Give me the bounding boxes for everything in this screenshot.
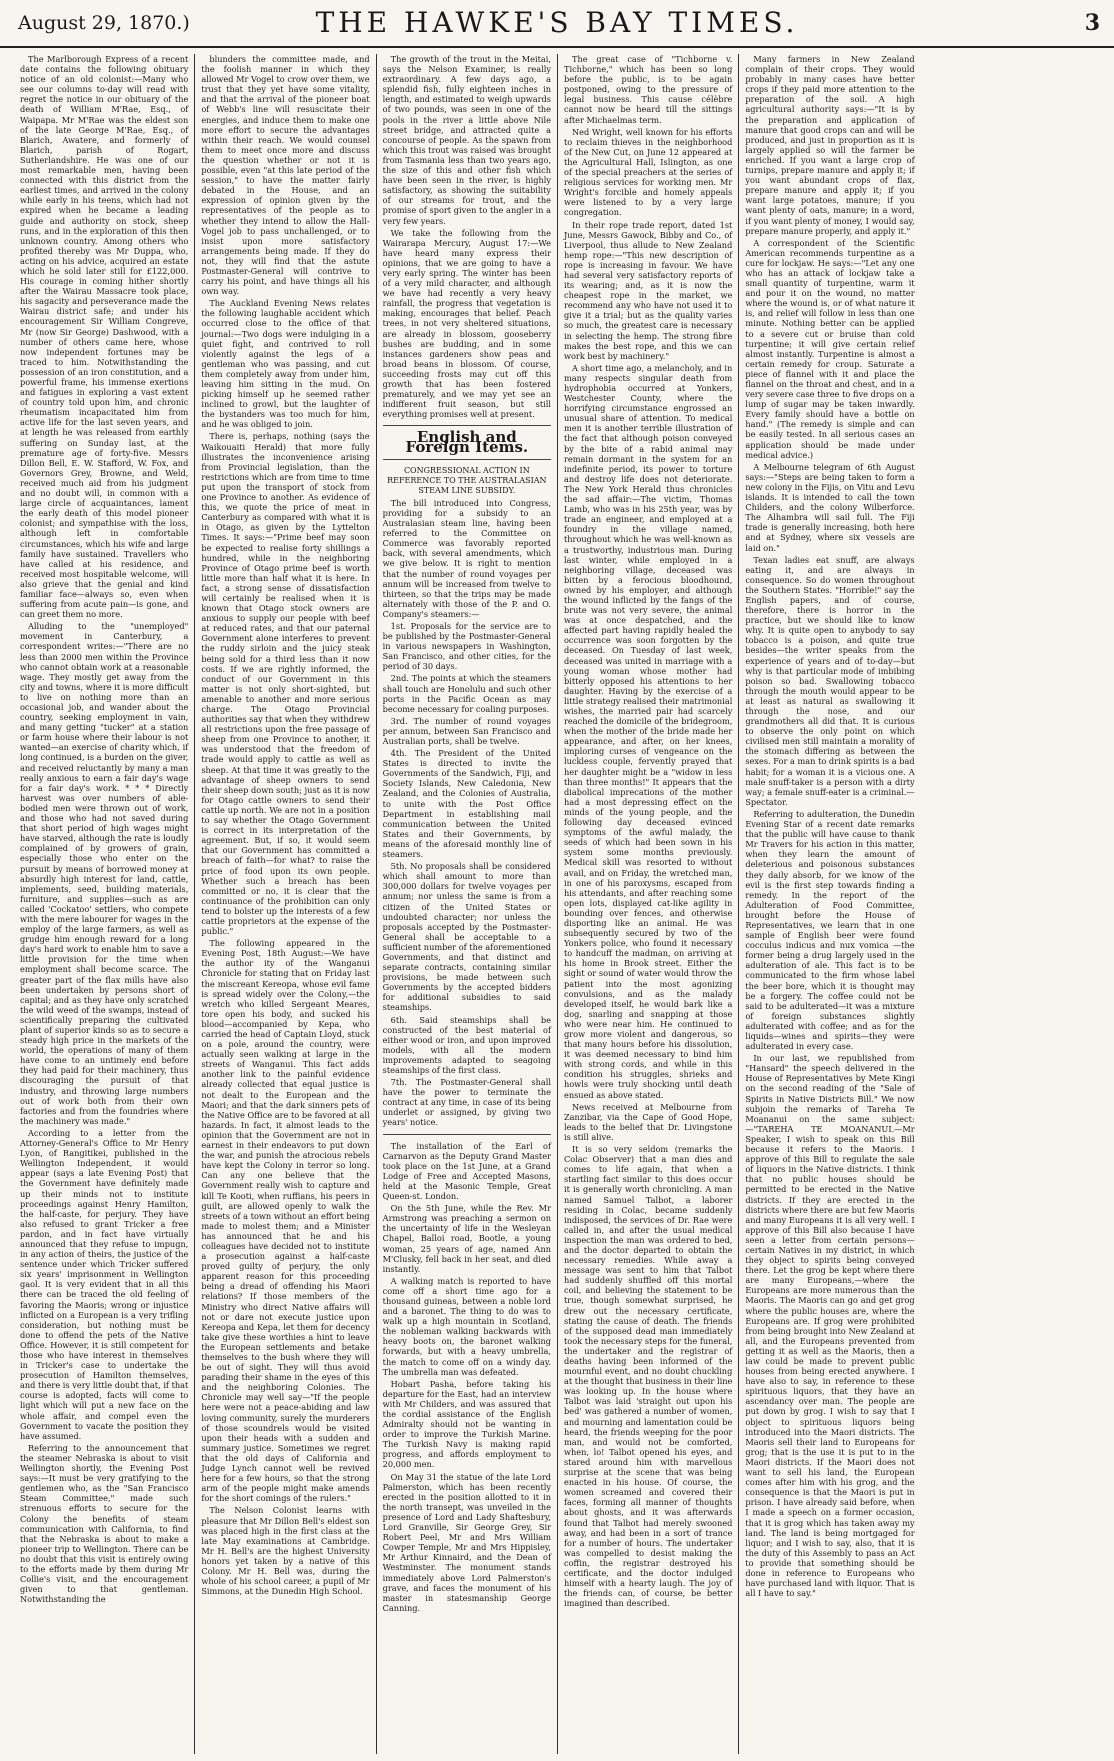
article-paragraph: Referring to the announcement that the steamer Nebraska is about to visit Wellington shortly, the Evening Post says:—It must be very gratifying to the gentlemen who, as the "San Francisco Steam Committee," made such strenuous efforts to secure for the Colony the benefits of steam communication with California, to find that the Nebraska is about to make a pioneer trip to Wellington. There can be no doubt that this visit is entirely owing to the efforts made by them during Mr Collie's visit, and the encouragement given to that gentleman. Notwithstanding the bbox=[20, 1442, 189, 1605]
column-5 bbox=[739, 54, 920, 1754]
article-paragraph: blunders the committee made, and the foolish manner in which they allowed Mr Vogel to crow over them, we trust that they yet have some vitality, and that the arrival of the pioneer boat of Webb's line will resuscitate their energies, and induce them to make one more effort to secure the advantages within their reach. We would counsel them to meet once more and discuss the question whether or not it is possible, even "at this late period of the session," to have the matter fairly debated in the House, and an expression of opinion given by the representatives of the people as to whether they intend to allow the Hall-Vogel job to pass unchallenged, or to insist upon more satisfactory arrangements being made. If they do not, they will find that the astute Postmaster-General will contrive to carry his point, and have things all his own way. bbox=[201, 54, 370, 297]
column-2 bbox=[195, 54, 376, 1754]
article-paragraph: 1st. Proposals for the service are to be published by the Postmaster-General in various newspapers in Washington, San Francisco, and other cities, for the period of 30 days. bbox=[382, 620, 551, 672]
article-paragraph: The Nelson Colonist learns with pleasure that Mr Dillon Bell's eldest son was placed high in the first class at the late May examinations at Cambridge. Mr H. Bell's are the highest University honors yet taken by a native of this Colony. Mr H. Bell was, during the whole of his school career, a pupil of Mr Simmons, at the Dunedin High School. bbox=[201, 1505, 370, 1597]
article-paragraph: Referring to adulteration, the Dunedin Evening Star of a recent date remarks that the public will have cause to thank Mr Travers for his action in this matter, when they learn the amount of deleterious and poisonous substances they daily absorb, for we know of the evil is the first step towards finding a remedy. In the report of the Adulteration of Food Committee, brought before the House of Representatives, we learn that in one sample of English beer were found cocculus indicus and nux vomica —the former being a drug largely used in the adulteration of ale. This fact is to be communicated to the firm whose label the beer bore, which it is thought may be a forgery. The coffee could not be said to be adulterated—it was a mixture of foreign substances slightly adulterated with coffee; and as for the liquids—wines and spirits—they were adulterated in every case. bbox=[745, 808, 915, 1052]
article-paragraph: We take the following from the Wairarapa Mercury, August 17:—We have heard many express their opinions, that we are going to have a very early spring. The winter has been of a very mild character, and although we have had recently a very heavy rainfall, the progress that vegetation is making, encourages that belief. Peach trees, in not very sheltered situations, are already in blossom, gooseberry bushes are budding, and in some instances gardeners show peas and broad beans in blossom. Of course, succeeding frosts may cut off this growth that has been fostered prematurely, and we may yet see an indifferent fruit season, but still everything promises well at present. bbox=[382, 227, 551, 420]
column-4 bbox=[558, 54, 739, 1754]
article-paragraph: 5th. No proposals shall be considered which shall amount to more than 300,000 dollars for twelve voyages per annum; nor unless the same is from a citizen of the United States or undoubted character; nor unless the proposals accepted by the Postmaster-General shall be acceptable to a sufficient number of the aforementioned Governments, and that distinct and separate contracts, containing similar provisions, be made between such Governments by the accepted bidders for additional subsidies to said steamships. bbox=[382, 861, 551, 1013]
article-paragraph: According to a letter from the Attorney-General's Office to Mr Henry Lyon, of Rangitikei, published in the Wellington Independent, it would appear (says a late Evening Post) that the Government have definitely made up their minds not to institute proceedings against Henry Hamilton, the half-caste, for perjury. They have also refused to grant Tricker a free pardon, and in fact have virtually announced that they refuse to impugn, in any action of theirs, the justice of the sentence under which Tricker suffered six years' imprisonment in Wellington gaol. It is very evident that in all this there can be traced the old feeling of favoring the Maoris; wrong or injustice inflicted on a European is a very trifling consideration, but nothing must be done to offend the pets of the Native Office. However, it is still competent for those who have interest in themselves in Tricker's case to undertake the prosecution of Hamilton themselves, and there is very little doubt that, if that course is adopted, facts will come to light which will put a new face on the whole affair, and compel even the Government to vacate the position they have assumed. bbox=[20, 1127, 189, 1441]
article-paragraph: Many farmers in New Zealand complain of their crops. They would probably in many cases have better crops if they paid more attention to the preparation of the soil. A high agricultural authority says:—"It is by the preparation and application of manure that good crops can and will be produced, and just in proportion as it is largely applied so will the farmer be enriched. If you want a large crop of turnips, prepare manure and apply it; if you want abundant crops of flax, prepare manure and apply it; if you want large potatoes, manure; if you want plenty of oats, manure; in a word, if you want plenty of money, I would say, prepare manure properly, and apply it." bbox=[745, 54, 915, 236]
article-paragraph: Texan ladies eat snuff, are always eating it, and are always in consequence. So do women throughout the Southern States. "Horrible!" say the English papers, and of course, therefore, there is horror in the practice, but we should like to know why. It is quite open to anybody to say tobacco is a poison, and quite true besides—the writer speaks from the experience of years and of to-day—but why is that particular mode of imbibing poison so bad. Swallowing tobacco through the mouth would appear to be at least as natural as swallowing it through the nose, and our grandmothers all did that. It is curious to observe the only point on which civilised men still maintain a morality of the stomach differing as between the sexes. For a man to drink spirits is a bad habit; for a woman it is a vicious one. A male snuff-taker is a person with a dirty way; a female snuff-eater is a criminal.—Spectator. bbox=[745, 554, 915, 807]
article-paragraph: There is, perhaps, nothing (says the Waikouaiti Herald) that more fully illustrates the inconvenience arising from Provincial legislation, than the restrictions which are from time to time put upon the transport of stock from one Province to another. As evidence of this, we quote the price of meat in Canterbury as compared with what it is in Otago, as given by the Lyttelton Times. It says:—"Prime beef may soon be expected to realise forty shillings a hundred, while in the neighboring Province of Otago prime beef is worth little more than half what it is here. In fact, a strong sense of dissatisfaction will certainly be realised when it is known that Otago stock owners are anxious to supply our people with beef at reduced rates, and that our paternal Government alone interferes to prevent the ruddy sirloin and the juicy steak being sold for a third less than it now costs. If we are rightly informed, the conduct of our Government in this matter is not only short-sighted, but amenable to another and more serious charge. The Otago Provincial authorities say that when they withdrew all restrictions upon the free passage of sheep from one Province to another, it was understood that the freedom of trade would apply to cattle as well as sheep. At that time it was greatly to the advantage of sheep owners to send their sheep down south; just as it is now for Otago cattle owners to send their cattle up north. We are not in a position to say whether the Otago Government is correct in its interpretation of the agreement. But, if so, it would seem that our Government has committed a breach of faith—for what? to raise the price of food upon its own people. Whether such a breach has been committed or no, it is clear that the continuance of the prohibition can only tend to bolster up the interests of a few cattle proprietors at the expense of the public." bbox=[201, 431, 370, 937]
article-paragraph: Alluding to the "unemployed" movement in Canterbury, a correspondent writes:—"There are no less than 2000 men within the Province who cannot obtain work at a reasonable wage. They mostly get away from the city and towns, where it is more difficult to live on nothing more than an occasional job, and wander about the country, seeking employment in vain, and many getting "tucker" at a station or farm house where their labour is not wanted—an exercise of charity which, if long continued, is a burden on the giver, and received reluctantly by many a man really anxious to earn a fair day's wage for a fair day's work. * * * Directly harvest was over numbers of able-bodied men were thrown out of work, and those who had not saved during that short period of high wages might have starved, although the rate is loudly complained of by growers of grain, especially those who enter on the pursuit by means of borrowed money at absurdly high interest for land, cattle, implements, seed, building materials, furniture, and supplies—such as are called 'Cockatoo' settlers, who compete with the mere labourer for wages in the employ of the large farmers, as well as grudge him enough reward for a long day's hard work to enable him to save a little provision for the time when employment shall become scarce. The greater part of the flax mills have also been undertaken by persons short of capital; and as they have only scratched the wild weed of the swamps, instead of scientifically preparing the cultivated plant of superior kinds so as to secure a steady high price in the markets of the world, the operations of many of them have come to an untimely end before they had paid for their machinery, thus discouraging the pursuit of that industry, and throwing large numbers out of work both from their own factories and from the foundries where the machinery was made." bbox=[20, 621, 189, 1126]
masthead bbox=[0, 0, 1114, 48]
article-paragraph: A walking match is reported to have come off a short time ago for a thousand guineas, between a noble lord and a baronet. The thing to do was to walk up a high mountain in Scotland, the nobleman walking backwards with heavy boots on, the baronet walking forwards, but with a heavy umbrella, the match to come off on a windy day. The umbrella man was defeated. bbox=[382, 1275, 551, 1377]
article-paragraph: It is so very seldom (remarks the Colac Observer) that a man dies and comes to life again, that when a startling fact similar to this does occur it is generally worth chronicling. A man named Samuel Talbot, a laborer residing in Colac, became suddenly indisposed, the services of Dr. Rae were called in, and after the usual medical inspection the man was ordered to bed, and the doctor departed to obtain the necessary remedies. While away a message was sent to him that Talbot had suddenly shuffled off this mortal coil, and believing the statement to be true, though somewhat surprised, he drew out the necessary certificate, stating the cause of death. The friends of the supposed dead man immediately took the necessary steps for the funeral, the undertaker and the registrar of deaths having been informed of the mournful event, and no doubt chuckling at the thought that business in their line was looking up. In the house where Talbot was laid 'straight out upon his bed' was gathered a number of women, and mourning and lamentation could be heard, the friends weeping for the poor man, and would not be comforted, when, lo! Talbot opened his eyes, and stared around him with marvellous surprise at the scene that was being enacted in his house. Of course, the women screamed and covered their faces, forming all manner of thoughts about ghosts, and it was afterwards found that Talbot had merely swooned away, and had been in a sort of trance for a number of hours. The undertaker was compelled to desist making the coffin, the registrar destroyed his certificate, and the doctor indulged himself with a hearty laugh. The joy of the friends can, of course, be better imagined than described. bbox=[563, 1144, 733, 1609]
article-paragraph: 4th. The President of the United States is directed to invite the Governments of the Sandwich, Fiji, and Society Islands, New Caledonia, New Zealand, and the Colonies of Australia, to unite with the Post Office Department in establishing mail communication between the United States and their Governments, by means of the aforesaid monthly line of steamers. bbox=[382, 748, 551, 860]
article-paragraph: 6th. Said steamships shall be constructed of the best material of either wood or iron, and upon improved models, with all the modern improvements adapted to seagoing steamships of the first class. bbox=[382, 1014, 551, 1075]
article-paragraph: The Marlborough Express of a recent date contains the following obituary notice of an old colonist:—Many who see our columns to-day will read with regret the notice in our obituary of the death of William M'Rae, Esq., of Waipapa. Mr M'Rae was the eldest son of the late George M'Rae, Esq., of Blarich, Awatere, and formerly of Blarich, parish of Rogart, Sutherlandshire. He was one of our most remarkable men, having been connected with this district from the earliest times, and arrived in the colony while early in his teens, which had not expired when he became a leading guide and authority on stock, sheep runs, and in the exploration of this then unknown country. Among others who profited thereby was Mr Duppa, who, acting on his advice, acquired an estate which he sold later still for £122,000. His courage in coming hither shortly after the Wairau Massacre took place, his sagacity and perseverance made the Wairau district safe; and under his encouragement Sir William Congreve, Mr (now Sir George) Dashwood, with a number of others came here, whose now independent fortunes may be traced to him. Notwithstanding the possession of an iron constitution, and a powerful frame, his immense exertions and fatigues in exploring a vast extent of country told upon him, and chronic rheumatism incapacitated him from active life for the last seven years, and at length he was released from earthly suffering on Sunday last, at the premature age of forty-five. Messrs Dillon Bell, E. W. Stafford, W. Fox, and Governors Grey, Browne, and Weld, received much aid from his judgment and no doubt will, in common with a large circle of acquaintances, lament the early death of this model pioneer colonist; and sympathise with the loss, although left in comfortable circumstances, which his wife and large family have sustained. Travellers who have called at his residence, and received most hospitable welcome, will also grieve that the genial and kind familiar face—always so, even when suffering from acute pain—is gone, and can greet them no more. bbox=[20, 54, 189, 620]
article-paragraph: A short time ago, a melancholy, and in many respects singular death from hydrophobia occurred at Yonkers, Westchester County, where the horrifying circumstance engrossed an unusual share of attention. To medical men it is another terrible illustration of the fact that although poison conveyed by the bite of a rabid animal may remain dormant in the system for an indefinite period, its power to torture and destroy life does not deteriorate. The New York Herald thus chronicles the sad affair:—The victim, Thomas Lamb, who was in his 25th year, was by trade an engineer, and employed at a foundry in the village named, throughout which he was well-known as a trustworthy, industrious man. During last winter, while employed in a neighboring village, deceased was bitten by a ferocious bloodhound, owned by his employer, and although the wound inflicted by the fangs of the brute was not very severe, the animal was at once despatched, and the affected part having rapidly healed the occurrence was soon forgotten by the deceased. On Tuesday of last week, deceased was united in marriage with a young woman whose mother had bitterly opposed his attentions to her daughter. Having by the exercise of a little strategy realised their matrimonial wishes, the married pair had scarcely reached the domicile of the bridegroom, when the mother of the bride made her appearance, and after, on her knees, imploring curses of vengeance on the luckless couple, fervently prayed that her daughter might be a "widow in less than three months!" It appears that the diabolical imprecations of the mother had a most depressing effect on the minds of the young people, and the following day deceased evinced symptoms of the awful malady, the seeds of which had been sown in his system some months previously. Medical skill was resorted to without avail, and on Friday, the wretched man, in one of his paroxysms, escaped from his attendants, and after reaching some open lots, displayed cat-like agility in bounding over fences, and otherwise disporting like an animal. He was subsequently secured by two of the Yonkers police, who found it necessary to handcuff the madman, on arriving at his home in Brook street. Either the sight or sound of water would throw the patient into the most agonizing convulsions, and as the malady developed itself, he would bark like a dog, snarling and snapping at those who were near him. He continued to grow more violent and dangerous, so that many hours before his dissolution, it was deemed necessary to bind him with strong cords, and while in this condition his struggles, shrieks and howls were truly shocking until death ensued as above stated. bbox=[563, 362, 733, 1100]
article-paragraph: The installation of the Earl of Carnarvon as the Deputy Grand Master took place on the 1st June, at a Grand Lodge of Free and Accepted Masons, held at the Masonic Temple, Great Queen-st. London. bbox=[382, 1140, 551, 1202]
article-paragraph: 7th. The Postmaster-General shall have the power to terminate the contract at any time, in case of its being underlet or assigned, by giving two years' notice. bbox=[382, 1077, 551, 1128]
article-paragraph: The growth of the trout in the Meitai, says the Nelson Examiner, is really extraordinary. A few days ago, a splendid fish, fully eighteen inches in length, and estimated to weigh upwards of two pounds, was seen in one of the pools in the river a little above Nile street bridge, and attracted quite a concourse of people. As the spawn from which this trout was raised was brought from Tasmania less than two years ago, the size of this and other fish which have been seen in the river, is highly satisfactory, as showing the suitability of our streams for trout, and the promise of sport given to the angler in a very few years. bbox=[382, 54, 551, 226]
section-divider bbox=[383, 425, 551, 426]
article-paragraph: On May 31 the statue of the late Lord Palmerston, which has been recently erected in the position allotted to it in the north transept, was unveiled in the presence of Lord and Lady Shaftesbury, Lord Granville, Sir George Grey, Sir Robert Peel, Mr and Mrs William Cowper Temple, Mr and Mrs Hippisley, Mr Arthur Kinnaird, and the Dean of Westminster. The monument stands immediately above Lord Palmerston's grave, and faces the monument of his master in statesmanship George Canning. bbox=[382, 1471, 551, 1613]
section-divider bbox=[383, 1134, 551, 1135]
article-paragraph: The bill introduced into Congress, providing for a subsidy to an Australasian steam line, having been referred to the Committee on Commerce was favorably reported back, with several amendments, which we give below. It is right to mention that the number of round voyages per annum will be increased from twelve to thirteen, so that the trips may be made alternately with those of the P. and O. Company's steamers:— bbox=[382, 497, 551, 619]
issue-date: August 29, 1870.) bbox=[18, 12, 190, 34]
page-number: 3 bbox=[1084, 10, 1100, 36]
article-paragraph: A correspondent of the Scientific American recommends turpentine as a cure for lockjaw. He says:—"Let any one who has an attack of lockjaw take a small quantity of turpentine, warm it and pour it on the wound, no matter where the wound is, or of what nature it is, and relief will follow in less than one minute. Nothing better can be applied to a severe cut or bruise than cold turpentine; it will give certain relief almost instantly. Turpentine is almost a certain remedy for croup. Saturate a piece of flannel with it and place the flannel on the throat and chest, and in a very severe case three to five drops on a lump of sugar may be taken inwardly. Every family should have a bottle on hand." (The remedy is simple and can be easily tested. In all serious cases an application should be made under medical advice.) bbox=[745, 237, 915, 460]
article-paragraph: The great case of "Tichborne v. Tichborne," which has been so long before the public, is to be again postponed, owing to the pressure of legal business. This cause célèbre cannot now be heard till the sittings after Michaelmas term. bbox=[563, 54, 733, 125]
article-paragraph: In our last, we republished from "Hansard" the speech delivered in the House of Representatives by Mete Kingi on the second reading of the "Sale of Spirits in Native Districts Bill." We now subjoin the remarks of Tareha Te Moananui on the same subject:—"TAREHA TE MOANANUI.—Mr Speaker, I wish to speak on this Bill because it refers to the Maoris. I approve of this Bill to regulate the sale of liquors in the Native districts. I think that no public houses should be permitted to be erected in the Native districts. If they are erected in the districts where there are but few Maoris and many Europeans it is all very well. I approve of this Bill also because I have seen a letter from certain persons—certain Natives in my district, in which they object to spirits being conveyed there. Let the grog be kept where there are many Europeans,—where the Europeans are more numerous than the Maoris. The Maoris can go and get grog where the public houses are, where the Europeans are. If grog were prohibited from being brought into New Zealand at all, and the Europeans prevented from getting it as well as the Maoris, then a law could be made to prevent public houses from being erected anywhere. I have also to say, in reference to these spirituous liquors, that they have an ascendancy over man. The people are put down by grog. I wish to say that I object to spirituous liquors being introduced into the Maori districts. The Maoris sell their land to Europeans for grog; that is the use it is put to in the Maori districts. If the Maori does not want to sell his land, the European comes after him with his grog, and the consequence is that the Maori is put in prison. I have already said before, when I made a speech on a former occasion, that it is grog which has taken away my land. The land is being mortgaged for liquor; and I wish to say, also, that it is the duty of this Assembly to pass an Act to provide that something should be done in reference to Europeans who have purchased land with liquor. That is all I have to say." bbox=[745, 1053, 915, 1599]
article-paragraph: On the 5th June, while the Rev. Mr Armstrong was preaching a sermon on the uncertainty of life in the Wesleyan Chapel, Balloi road, Bootle, a young woman, 25 years of age, named Ann M'Clusky, fell back in her seat, and died instantly. bbox=[382, 1203, 551, 1274]
article-columns bbox=[14, 54, 1102, 1754]
article-paragraph: The following appeared in the Evening Post, 18th August:—We have the author ity of the Wanganui Chronicle for stating that on Friday last the miscreant Kereopa, whose evil fame is spread widely over the Colony,—the wretch who killed Sergeant Meares, tore open his body, and sucked his blood—accompanied by Kepa, who carried the head of Captain Lloyd, stuck on a pole, around the country, were actually seen walking at large in the streets of Wanganui. This fact adds another link to the painful evidence already collected that equal justice is not dealt to the European and the Maori; and that the dark sinners pets of the Native Office are to be favored at all hazards. In fact, it almost leads to the opinion that the Government are not in earnest in their endeavors to put down the war, and punish the atrocious rebels have kept the Colony in terror so long. Can any one believe that the Government really wish to capture and kill Te Kooti, when ruffians, his peers in guilt, are allowed openly to walk the streets of a town without an effort being made to molest them; and a Minister has announced that he and his colleagues have decided not to institute a prosecution against a half-caste proved guilty of perjury, the only apparent reason for this proceeding being a dread of offending his Maori relations? If those members of the Ministry who direct Native affairs will not or dare not execute justice upon Kereopa and Kepa, let them for decency take give these worthies a hint to leave the European settlements and betake themselves to the bush where they will be out of sight. They will thus avoid parading their shame in the eyes of this and the neighboring Colonies. The Chronicle may well say—"If the people here were not a peace-abiding and law loving community, surely the murderers of those scoundrels would be visited upon their heads with a sudden and summary justice. Sometimes we regret that the old days of California and Judge Lynch cannot well be revived here for a few hours, so that the strong arm of the people might make amends for the short comings of the rulers." bbox=[201, 938, 370, 1504]
column-1 bbox=[14, 54, 195, 1754]
article-paragraph: A Melbourne telegram of 6th August says:—"Steps are being taken to form a new colony in the Fijis, on Vitu and Levu islands. It is intended to call the town Childers, and the colony Wilberforce. The Alhambra will sail full. The Fiji trade is generally increasing, both here and at Sydney, where six vessels are laid on." bbox=[745, 461, 915, 553]
article-subheading: CONGRESSIONAL ACTION IN REFERENCE TO THE AUSTRALASIAN STEAM LINE SUBSIDY. bbox=[387, 465, 547, 495]
column-3 bbox=[377, 54, 558, 1754]
article-paragraph: Hobart Pasha, before taking his departure for the East, had an interview with Mr Childers, and was assured that the cordial assistance of the English Admiralty should not be wanting in order to improve the Turkish Marine. The Turkish Navy is making rapid progress, and affords employment to 20,000 men. bbox=[382, 1378, 551, 1470]
article-paragraph: In their rope trade report, dated 1st June, Messrs Gawock, Bibby and Co., of Liverpool, thus allude to New Zealand hemp rope:—"This new description of rope is increasing in favour. We have had several very satisfactory reports of its wearing; and, as it is now the cheapest rope in the market, we recommend any who have not used it to give it a trial; but as the quality varies so much, the greatest care is necessary in selecting the hemp. The strong fibre makes the best rope, and this we can work best by machinery." bbox=[563, 219, 733, 361]
article-paragraph: 2nd. The points at which the steamers shall touch are Honolulu and such other ports in the Pacific Ocean as may become necessary for coaling purposes. bbox=[382, 673, 551, 714]
article-paragraph: The Auckland Evening News relates the following laughable accident which occurred close to the office of that journal:—Two dogs were indulging in a quiet fight, and contrived to roll violently against the legs of a gentleman who was passing, and cut them completely away from under him, leaving him sitting in the mud. On picking himself up he seemed rather inclined to growl, but the laughter of the bystanders was too much for him, and he was obliged to join. bbox=[201, 298, 370, 430]
article-paragraph: Ned Wright, well known for his efforts to reclaim thieves in the neighborhood of the New Cut, on June 12 appeared at the Agricultural Hall, Islington, as one of the special preachers at the series of religious services for working men. Mr Wright's forcible and homely appeals were listened to by a very large congregation. bbox=[563, 126, 733, 218]
section-divider bbox=[383, 459, 551, 460]
newspaper-title: THE HAWKE'S BAY TIMES. bbox=[315, 6, 799, 39]
section-heading: English and Foreign Items. bbox=[405, 428, 529, 457]
article-paragraph: 3rd. The number of round voyages per annum, between San Francisco and Australian ports, shall be twelve. bbox=[382, 715, 551, 746]
article-paragraph: News received at Melbourne from Zanzibar, via the Cape of Good Hope, leads to the belief that Dr. Livingstone is still alive. bbox=[563, 1101, 733, 1142]
